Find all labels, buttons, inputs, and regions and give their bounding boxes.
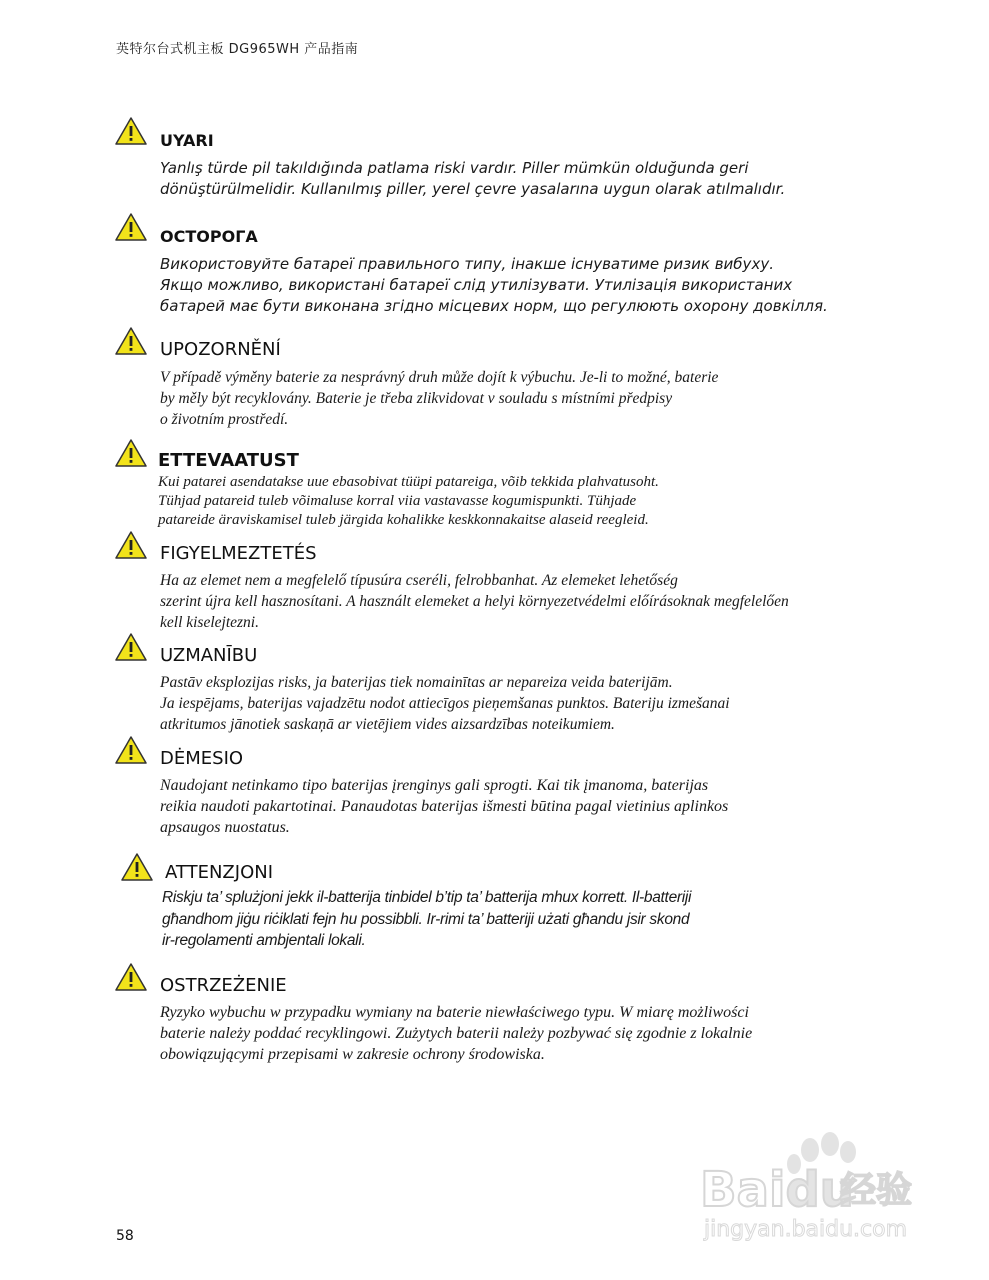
svg-text:jingyan.baidu.com: jingyan.baidu.com (704, 1217, 908, 1242)
warning-text: V případě výměny baterie za nesprávný druh může dojít k výbuchu. Je-li to možné, baterie by měly být recyklovány. Baterie je třeba zlikvidovat v souladu s místními předpisy o životním prostředí. (160, 369, 719, 428)
warning-title: UPOZORNĚNÍ (160, 339, 281, 360)
warning-title: FIGYELMEZTETÉS (160, 543, 317, 564)
warning-triangle-icon (120, 852, 154, 882)
warning-title: OSTRZEŻENIE (160, 975, 287, 996)
warning-text: Naudojant netinkamo tipo baterijas įrenginys gali sprogti. Kai tik įmanoma, baterijas reikia naudoti pakartotinai. Panaudotas baterijas išmesti būtina pagal vietinius aplinkos apsaugos nuostatus. (160, 777, 729, 836)
warning-text: Pastāv eksplozijas risks, ja baterijas tiek nomainītas ar nepareiza veida baterijām. Ja iespējams, baterijas vajadzētu nodot attiecīgos pieņemšanas punktos. Bateriju izmešanai atkritumos jānotiek saskaņā ar vietējiem vides aizsardzības noteikumiem. (160, 674, 730, 733)
page-header: 英特尔台式机主板 DG965WH 产品指南 (116, 42, 359, 57)
warning-title: DĖMESIO (160, 748, 244, 769)
warning-triangle-icon (114, 116, 148, 146)
warning-triangle-icon (114, 212, 148, 242)
warning-text: Kui patarei asendatakse uue ebasobivat tüüpi patareiga, võib tekkida plahvatusoht. Tühjad patareid tuleb võimaluse korral viia vastavasse kogumispunkti. Tühjade patareide äraviskamisel tuleb järgida kohalikke keskkonnakaitse alaseid reegleid. (158, 474, 659, 528)
warning-title: UYARI (160, 131, 214, 150)
warning-title: UZMANĪBU (160, 645, 258, 666)
warning-triangle-icon (114, 438, 148, 468)
svg-text:经验: 经验 (840, 1170, 913, 1211)
warning-title: ETTEVAATUST (158, 450, 299, 471)
warning-title: ОСТОРОГА (160, 227, 258, 246)
baidu-watermark-logo (690, 1130, 940, 1245)
warning-text: Ryzyko wybuchu w przypadku wymiany na baterie niewłaściwego typu. W miarę możliwości baterie należy poddać recyklingowi. Zużytych baterii należy pozbywać się zgodnie z lokalnie obowiązującymi przepisami w zakresie ochrony środowiska. (160, 1004, 753, 1063)
warning-triangle-icon (114, 735, 148, 765)
svg-text:Baidu: Baidu (700, 1162, 854, 1218)
warning-title: ATTENZJONI (165, 862, 274, 883)
warning-text: Використовуйте батареї правильного типу, інакше існуватиме ризик вибуху. Якщо можливо, використані батареї слід утилізувати. Утилізація використаних батарей має бути виконана згідно місцевих норм, що регулюють охорону довкілля. (160, 255, 828, 315)
warning-text: Ha az elemet nem a megfelelő típusúra cseréli, felrobbanhat. Az elemeket lehetőség szerint újra kell hasznosítani. A használt elemeket a helyi környezetvédelmi előírásoknak megfelelően kell kiselejtezni. (160, 572, 789, 631)
warning-triangle-icon (114, 962, 148, 992)
warning-text: Riskju ta’ splużjoni jekk il-batterija tinbidel b’tip ta’ batterija mhux korrett. Il-batteriji għandhom jiġu riċiklati fejn hu possibbli. Ir-rimi ta’ batteriji użati għandu jsir skond ir-regolamenti ambjentali lokali. (162, 889, 692, 949)
warning-triangle-icon (114, 632, 148, 662)
warning-triangle-icon (114, 530, 148, 560)
warning-triangle-icon (114, 326, 148, 356)
page-number: 58 (116, 1228, 134, 1244)
warning-text: Yanlış türde pil takıldığında patlama riski vardır. Piller mümkün olduğunda geri dönüştürülmelidir. Kullanılmış piller, yerel çevre yasalarına uygun olarak atılmalıdır. (160, 159, 786, 198)
